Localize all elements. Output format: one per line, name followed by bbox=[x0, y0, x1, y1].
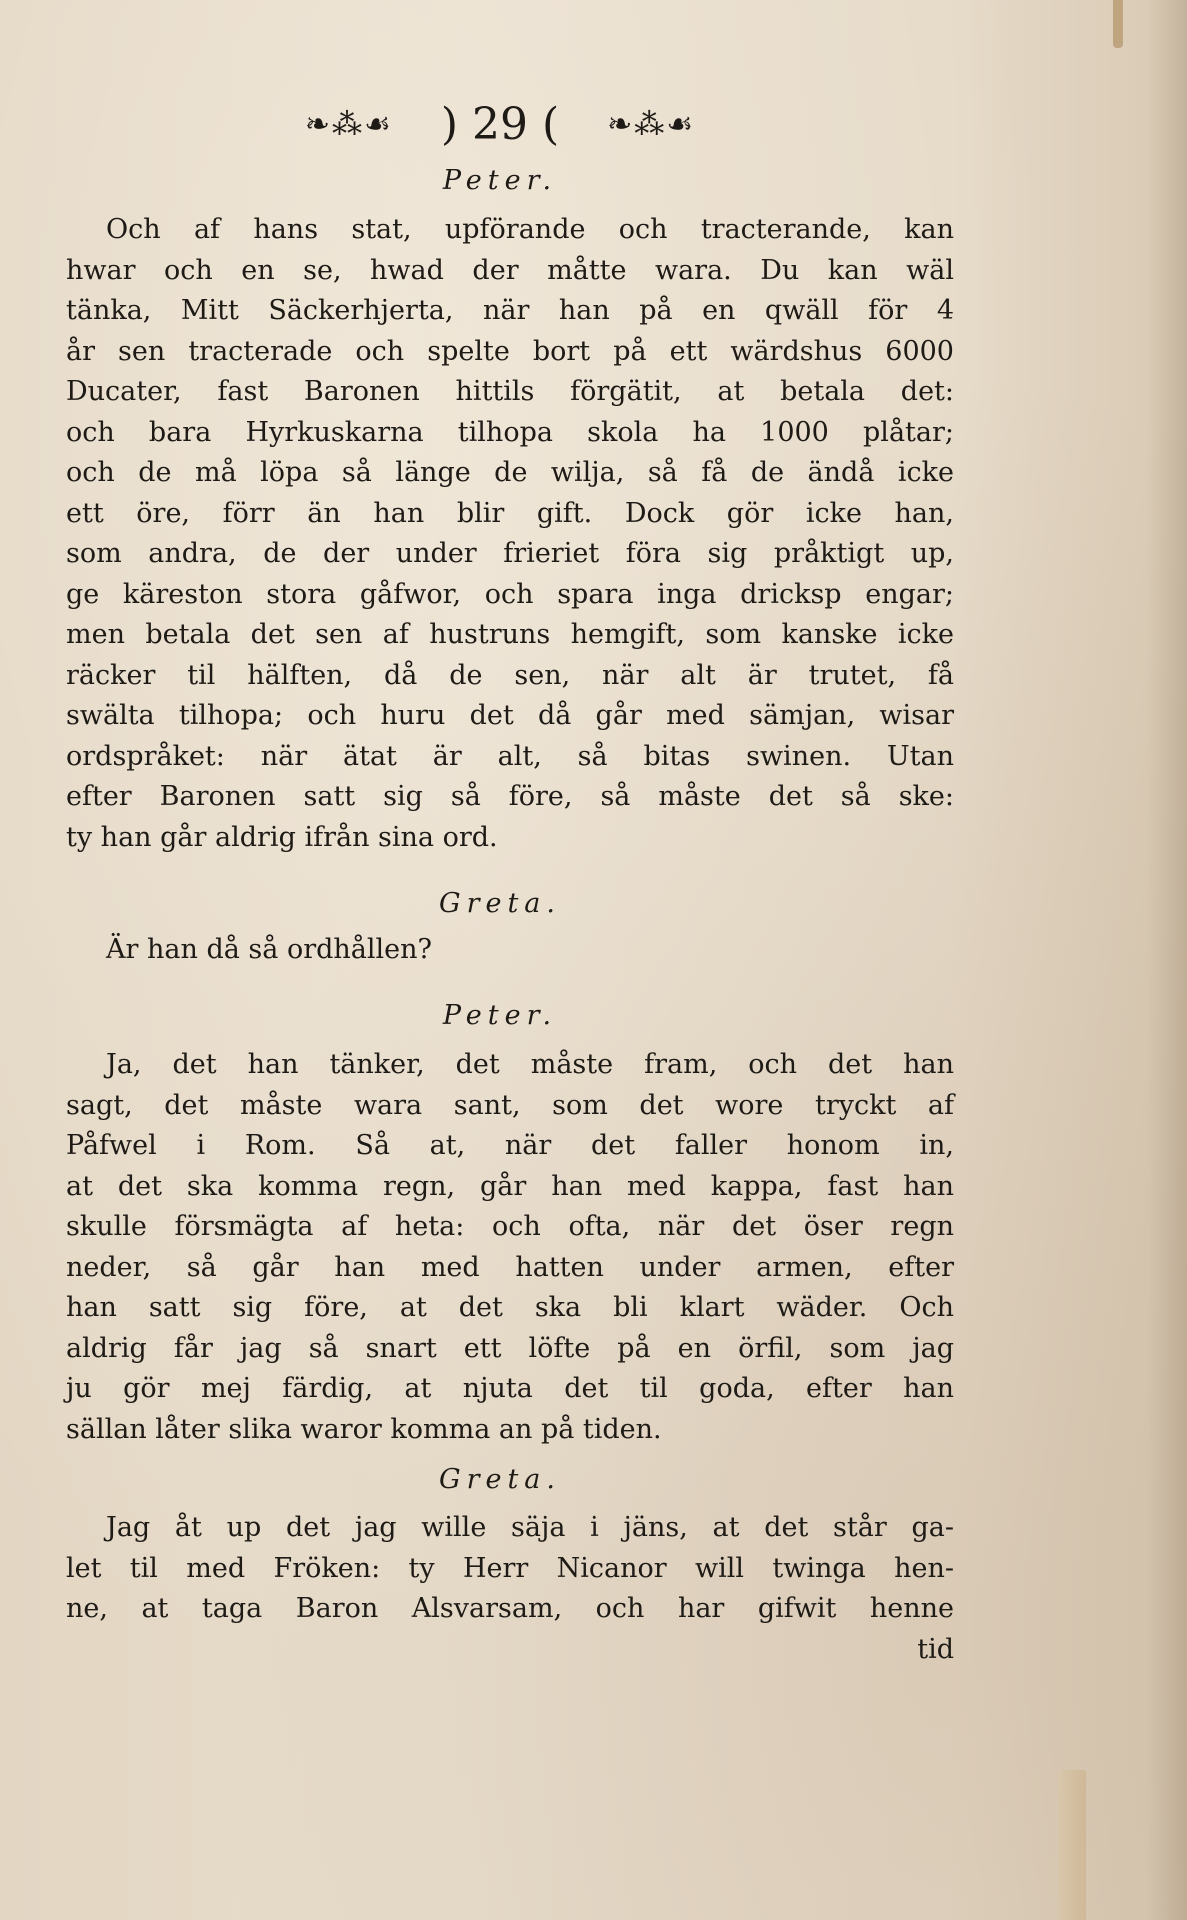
page-edge-shadow bbox=[1147, 0, 1187, 1920]
dialogue-paragraph bbox=[66, 930, 954, 971]
text-line: han satt sig före, at det ska bli klart wäder. Och bbox=[66, 1292, 954, 1323]
speaker-name: Peter. bbox=[442, 165, 558, 196]
ornament-left-icon: ❧⁂☙ bbox=[304, 106, 393, 142]
dialogue-paragraph bbox=[66, 1045, 954, 1450]
text-line: och bara Hyrkuskarna tilhopa skola ha 1000 plåtar; bbox=[66, 416, 954, 448]
text-line: Är han då så ordhållen? bbox=[106, 934, 432, 965]
text-line: sagt, det måste wara sant, som det wore tryckt af bbox=[66, 1089, 954, 1121]
dialogue-paragraph bbox=[66, 1508, 954, 1670]
text-line: men betala det sen af hustruns hemgift, som kanske icke bbox=[66, 619, 954, 650]
page-number: ) 29 ( bbox=[440, 98, 560, 150]
paper-tab-bottom bbox=[1058, 1770, 1086, 1920]
text-line: sällan låter slika waror komma an på tiden. bbox=[66, 1413, 662, 1445]
text-line: neder, så går han med hatten under armen, efter bbox=[66, 1251, 954, 1283]
dialogue-paragraph bbox=[66, 210, 954, 858]
text-line: år sen tracterade och spelte bort på ett wärdshus 6000 bbox=[66, 335, 954, 367]
speaker-name: Greta. bbox=[439, 1464, 561, 1495]
text-line: tänka, Mitt Säckerhjerta, när han på en qwäll för 4 bbox=[66, 295, 954, 326]
text-line: ne, at taga Baron Alsvarsam, och har gifwit henne bbox=[66, 1593, 954, 1624]
text-line: Ducater, fast Baronen hittils förgätit, at betala det: bbox=[66, 376, 954, 407]
text-line: ty han går aldrig ifrån sina ord. bbox=[66, 821, 498, 853]
text-line: aldrig får jag så snart ett löfte på en örfil, som jag bbox=[66, 1332, 954, 1364]
text-line: Ja, det han tänker, det måste fram, och det han bbox=[106, 1049, 954, 1080]
text-line: hwar och en se, hwad der måtte wara. Du kan wäl bbox=[66, 254, 954, 286]
paper-tab-top bbox=[1113, 0, 1123, 48]
text-line: ju gör mej färdig, at njuta det til goda, efter han bbox=[66, 1373, 954, 1404]
page-header bbox=[0, 92, 1000, 152]
catchword: tid bbox=[917, 1633, 954, 1665]
text-line: och de må löpa så länge de wilja, så få de ändå icke bbox=[66, 457, 954, 488]
text-line: efter Baronen satt sig så före, så måste det så ske: bbox=[66, 781, 954, 812]
text-line: räcker til hälften, då de sen, när alt är trutet, få bbox=[66, 659, 954, 691]
text-line: ordspråket: när ätat är alt, så bitas swinen. Utan bbox=[66, 740, 954, 772]
speaker-name: Greta. bbox=[439, 888, 561, 919]
text-line: let til med Fröken: ty Herr Nicanor will twinga hen- bbox=[66, 1552, 954, 1584]
text-line: at det ska komma regn, går han med kappa, fast han bbox=[66, 1170, 954, 1202]
text-line: skulle försmägta af heta: och ofta, när det öser regn bbox=[66, 1211, 954, 1242]
text-line: Och af hans stat, upförande och tracterande, kan bbox=[106, 214, 954, 245]
text-line: swälta tilhopa; och huru det då går med sämjan, wisar bbox=[66, 700, 954, 731]
text-line: som andra, de der under frieriet föra sig pråktigt up, bbox=[66, 538, 954, 569]
text-line: ge käreston stora gåfwor, och spara inga dricksp engar; bbox=[66, 578, 954, 610]
speaker-name: Peter. bbox=[442, 1000, 558, 1031]
text-line: ett öre, förr än han blir gift. Dock gör icke han, bbox=[66, 497, 954, 529]
text-line: Påfwel i Rom. Så at, när det faller honom in, bbox=[66, 1130, 954, 1161]
text-line: Jag åt up det jag wille säja i jäns, at det står ga- bbox=[106, 1512, 954, 1543]
ornament-right-icon: ❧⁂☙ bbox=[607, 106, 696, 142]
